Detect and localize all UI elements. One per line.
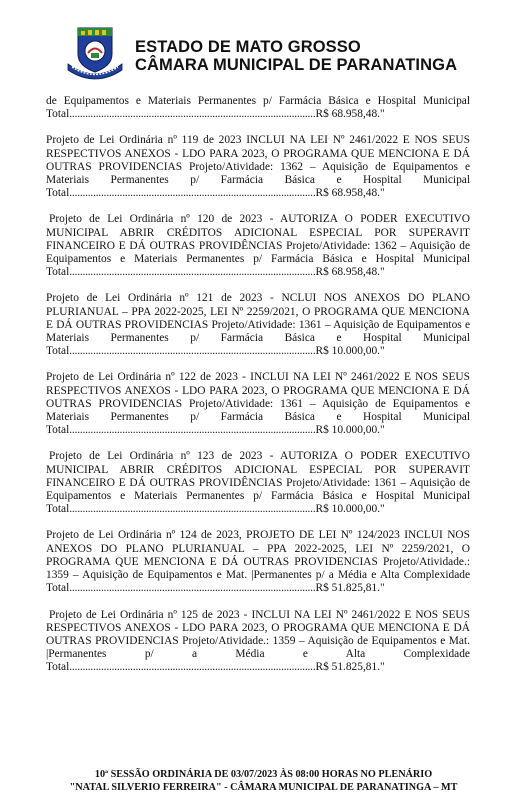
item-total-value: R$ 68.958,48." (315, 266, 385, 279)
item-total-value: R$ 10.000,00." (315, 503, 385, 516)
list-item (46, 213, 470, 279)
item-text: Projeto de Lei Ordinária nº 124 de 2023, PROJETO DE LEI Nº 124/2023 INCLUI NOS ANEXOS DO PLANO PLURIANUAL – PPA 2022-2025, LEI Nº 2259/2021, O PROGRAMA QUE MENCIONA E DÁ OUTRAS PROVIDENCIAS Projeto/Atividade.: 1359 – Aquisição de Equipamentos e Mat. |Permanentes p/ a Média e Alta Complexidade (46, 529, 470, 582)
footer-plenary-line: "NATAL SILVERIO FERREIRA" - CÂMARA MUNICIPAL DE PARANATINGA – MT (69, 781, 458, 793)
item-total-label: Total (46, 266, 70, 279)
item-text: de Equipamentos e Materiais Permanentes p/ Farmácia Básica e Hospital Municipal (46, 95, 470, 107)
item-total-value: R$ 68.958,48." (315, 108, 385, 121)
item-total-label: Total (46, 661, 70, 674)
item-text: Projeto de Lei Ordinária nº 125 de 2023 - INCLUI NA LEI Nº 2461/2022 E NOS SEUS RESPECTIVOS ANEXOS - LDO PARA 2023, O PROGRAMA QUE MENCIONA E DÁ OUTRAS PROVIDENCIAS Projeto/Atividade.: 1359 – Aquisição de Equipamentos e Mat. |Permanentes p/ a Média e Alta Complexidade (46, 608, 470, 661)
leader-dots: ............................................................................................. (69, 108, 316, 121)
item-text: Projeto de Lei Ordinária nº 120 de 2023 - AUTORIZA O PODER EXECUTIVO MUNICIPAL ABRIR CRÉDITOS ADICIONAL ESPECIAL POR SUPERAVIT FINANCEIRO E DÁ OUTRAS PROVIDÊNCIAS Projeto/Atividade: 1362 – Aquisição de Equipamentos e Materiais Permanentes p/ Farmácia Básica e Hospital Municipal (46, 213, 470, 266)
leader-dots: ............................................................................................. (69, 503, 316, 516)
list-item (46, 371, 470, 437)
footer-session-line: 10ª SESSÃO ORDINÁRIA DE 03/07/2023 ÀS 08:00 HORAS NO PLENÁRIO (94, 769, 433, 780)
item-total-value: R$ 51.825,81." (315, 661, 385, 674)
item-total-label: Total (46, 108, 70, 121)
document-header (64, 24, 504, 84)
leader-dots: ............................................................................................. (69, 266, 316, 279)
item-text: Projeto de Lei Ordinária nº 119 de 2023 INCLUI NA LEI Nº 2461/2022 E NOS SEUS RESPECTIVOS ANEXOS - LDO PARA 2023, O PROGRAMA QUE MENCIONA E DÁ OUTRAS PROVIDENCIAS Projeto/Atividade: 1362 – Aquisição de Equipamentos e Materiais Permanentes p/ Farmácia Básica e Hospital Municipal (46, 134, 470, 187)
item-total-label: Total (46, 187, 70, 200)
list-item (46, 450, 470, 516)
item-total-value: R$ 10.000,00." (315, 345, 385, 358)
document-body (46, 95, 470, 675)
municipal-crest-icon (64, 24, 126, 80)
leader-dots: ............................................................................................. (69, 345, 316, 358)
item-total-value: R$ 10.000,00." (315, 424, 385, 437)
item-text: Projeto de Lei Ordinária nº 123 de 2023 - AUTORIZA O PODER EXECUTIVO MUNICIPAL ABRIR CRÉDITOS ADICIONAL ESPECIAL POR SUPERAVIT FINANCEIRO E DÁ OUTRAS PROVIDÊNCIAS Projeto/Atividade: 1361 – Aquisição de Equipamentos e Materiais Permanentes p/ Farmácia Básica e Hospital Municipal (46, 450, 470, 503)
leader-dots: ............................................................................................. (69, 582, 316, 595)
leader-dots: ............................................................................................. (69, 187, 316, 200)
list-item (46, 95, 470, 121)
list-item (46, 529, 470, 595)
item-total-label: Total (46, 503, 70, 516)
item-total-value: R$ 51.825,81." (315, 582, 385, 595)
list-item (46, 609, 470, 675)
header-chamber-title: CÂMARA MUNICIPAL DE PARANATINGA (135, 56, 458, 74)
header-state-title: ESTADO DE MATO GROSSO (135, 38, 361, 56)
list-item (46, 292, 470, 358)
item-total-label: Total (46, 424, 70, 437)
item-text: Projeto de Lei Ordinária nº 122 de 2023 - INCLUI NA LEI Nº 2461/2022 E NOS SEUS RESPECTIVOS ANEXOS - LDO PARA 2023, O PROGRAMA QUE MENCIONA E DÁ OUTRAS PROVIDENCIAS Projeto/Atividade: 1361 – Aquisição de Equipamentos e Materiais Permanentes p/ Farmácia Básica e Hospital Municipal (46, 371, 470, 424)
item-total-label: Total (46, 345, 70, 358)
list-item (46, 134, 470, 200)
leader-dots: ............................................................................................. (69, 661, 316, 674)
item-total-value: R$ 68.958,48." (315, 187, 385, 200)
item-text: Projeto de Lei Ordinária nº 121 de 2023 - NCLUI NOS ANEXOS DO PLANO PLURIANUAL – PPA 2022-2025, LEI Nº 2259/2021, O PROGRAMA QUE MENCIONA E DÁ OUTRAS PROVIDENCIAS Projeto/Atividade: 1361 – Aquisição de Equipamentos e Materiais Permanentes p/ Farmácia Básica e Hospital Municipal (46, 292, 470, 345)
document-footer (0, 769, 527, 794)
item-total-label: Total (46, 582, 70, 595)
leader-dots: ............................................................................................. (69, 424, 316, 437)
